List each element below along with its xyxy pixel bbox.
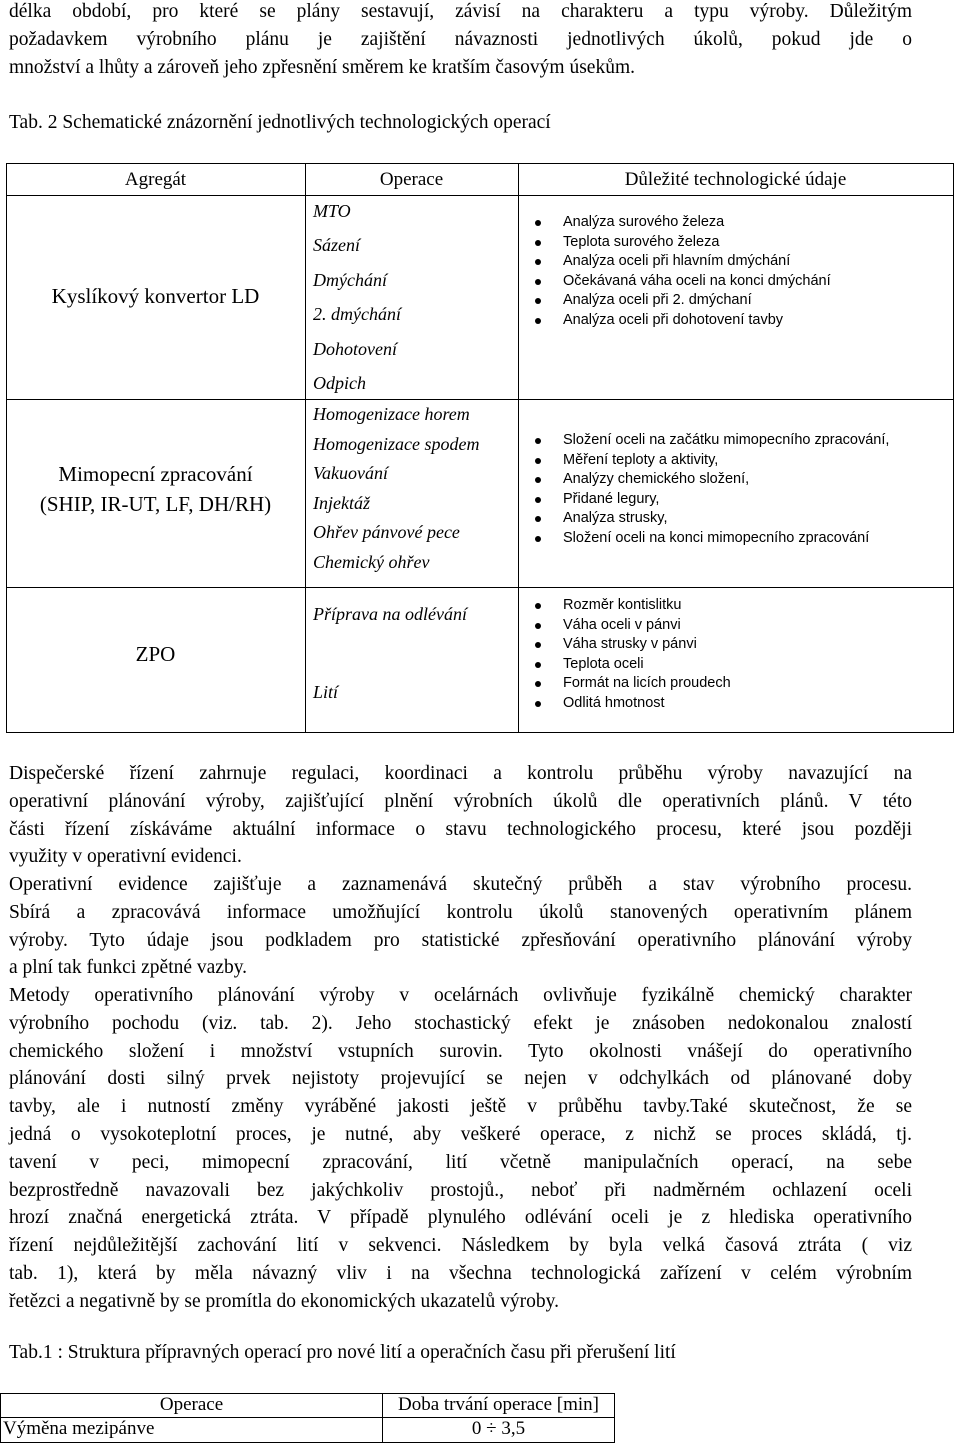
bullet-icon: [535, 497, 541, 503]
bullet-icon: [535, 477, 541, 483]
paragraph-operational-records: [9, 871, 912, 982]
aggregate-cell: [6, 639, 305, 669]
bullet-icon: [535, 642, 541, 648]
paragraph-line: hrozí značná energetická ztráta. V případě plynulého odlévání oceli je z hlediska operativního: [9, 1207, 912, 1229]
bullet-icon: [535, 536, 541, 542]
paragraph-line: bezprostředně navazovali bez jakýchkoliv prostojů., neboť při nadměrném ochlazení oceli: [9, 1179, 912, 1201]
aggregate-cell: [6, 459, 305, 519]
operation-item: 2. dmýchání: [313, 304, 401, 324]
paragraph-line: výroby. Tyto údaje jsou podkladem pro statistické zpřesňování operativního plánování výroby: [9, 929, 912, 951]
table1-row-operation: Výměna mezipánve: [0, 1417, 383, 1443]
paragraph-line: Metody operativního plánování výroby v ocelárnách ovlivňuje fyzikálně chemický charakter: [9, 985, 912, 1006]
paragraph-line: tavení v peci, mimopecní zpracování, lití včetně manipulačních operací, na sebe: [9, 1151, 912, 1173]
paragraph-line: řetězci a negativně by se promítla do ekonomických ukazatelů výroby.: [9, 1290, 559, 1312]
table1-header-duration: Doba trvání operace [min]: [382, 1393, 615, 1418]
technological-operations-table: Agregát Operace Důležité technologické údaje Kyslíkový konvertor LD MTO Sázení Dmýchání 2. dmýchání Dohotovení Odpich Analýza surového železa Teplota surového železa Analýza oceli při hlavním dmýchání Očekávaná váha oceli na konci dmýchání Analýza oceli při 2. dmýchaní Analýza oceli při dohotovení tavby Mimopecní zpracování (SHIP, IR-UT, LF, DH/RH) Homogenizace horem Homogenizace spodem Vakuování Injektáž Ohřev pánvové pece Chemický ohřev Složení oceli na začátku mimopecního zpracování, Měření teploty a aktivity, Analýzy chemického složení, Přidané legury, Analýza strusky, Složení oceli na konci mimopecního zpracování ZPO Příprava na odlévání Lití Rozměr kontislitku Váha oceli v pánvi Váha strusky v pánvi Teplota oceli Formát na licích proudech Odlitá hmotnost: [6, 163, 954, 733]
operation-item: MTO: [313, 201, 351, 221]
bullet-icon: [535, 681, 541, 687]
bullet-icon: [535, 240, 541, 246]
table1-caption: Tab.1 : Struktura přípravných operací pro nové lití a operačních času při přerušení lití: [9, 1342, 676, 1363]
paragraph-line: Sbírá a zpracovává informace umožňující kontrolu úkolů stanovených operativním plánem: [9, 901, 912, 923]
paragraph-line: jedná o vysokoteplotní proces, je nutné, aby veškeré operace, z nichž se proces skládá, tj.: [9, 1123, 912, 1145]
operation-item: Lití: [313, 682, 339, 702]
operation-item: Injektáž: [313, 493, 370, 513]
bullet-icon: [535, 318, 541, 324]
paragraph-line: tab. 1), která by měla návazný vliv i na všechna technologická zařízení v celém výrobním: [9, 1262, 912, 1284]
bullet-icon: [535, 701, 541, 707]
operation-item: Vakuování: [313, 463, 388, 483]
operation-item: Ohřev pánvové pece: [313, 522, 460, 542]
table1-row-duration: 0 ÷ 3,5: [382, 1417, 615, 1443]
bullet-icon: [535, 220, 541, 226]
operation-item: Dmýchání: [313, 270, 387, 290]
operation-item: Homogenizace horem: [313, 404, 470, 424]
operation-item: Dohotovení: [313, 339, 397, 359]
operation-item: Příprava na odlévání: [313, 604, 467, 624]
operation-item: Odpich: [313, 373, 366, 393]
intro-line: požadavkem výrobního plánu je zajištění návaznosti jednotlivých úkolů, pokud jde o: [9, 28, 912, 50]
table1-header-operation: Operace: [0, 1393, 383, 1418]
paragraph-line: tavby, ale i nutností změny vyráběné jakosti ještě v průběhu tavby.Také skutečnost, že se: [9, 1096, 912, 1118]
paragraph-line: chemického složení i množství vstupních surovin. Tyto okolnosti vnášejí do operativního: [9, 1040, 912, 1062]
bullet-icon: [535, 458, 541, 464]
aggregate-name: ZPO: [135, 642, 176, 666]
operation-item: Chemický ohřev: [313, 552, 430, 572]
intro-paragraph: [9, 0, 912, 81]
header-operation: Operace: [379, 169, 444, 190]
header-technological-data: Důležité technologické údaje: [624, 169, 847, 190]
bullet-icon: [535, 438, 541, 444]
bullet-icon: [535, 259, 541, 265]
paragraph-line: Dispečerské řízení zahrnuje regulaci, koordinaci a kontrolu průběhu výroby navazující na: [9, 763, 912, 784]
bullet-icon: [535, 279, 541, 285]
paragraph-dispatch-control: [9, 760, 912, 871]
preparation-operations-table: [0, 1393, 615, 1443]
bullet-icon: [535, 623, 541, 629]
paragraph-line: části řízení získáváme aktuální informace o stavu technologického procesu, které jsou později: [9, 818, 912, 840]
paragraph-line: Operativní evidence zajišťuje a zaznamenává skutečný průběh a stav výrobního procesu.: [9, 874, 912, 895]
intro-line: délka období, pro které se plány sestavují, závisí na charakteru a typu výroby. Důležitým: [9, 1, 912, 22]
operation-item: Sázení: [313, 235, 360, 255]
aggregate-name: (SHIP, IR-UT, LF, DH/RH): [39, 492, 272, 516]
paragraph-line: operativní plánování výroby, zajišťující plnění výrobních úkolů dle operativních plánů. V této: [9, 790, 912, 812]
intro-line: množství a lhůty a zároveň jeho zpřesnění směrem ke kratším časovým úsekům.: [9, 56, 635, 78]
aggregate-cell: [6, 281, 305, 311]
paragraph-line: využity v operativní evidenci.: [9, 846, 242, 868]
aggregate-name: Kyslíkový konvertor LD: [51, 284, 260, 308]
bullet-icon: [535, 603, 541, 609]
table2-caption: Tab. 2 Schematické znázornění jednotlivých technologických operací: [9, 112, 551, 133]
operation-item: Homogenizace spodem: [313, 434, 480, 454]
bullet-icon: [535, 662, 541, 668]
header-aggregate: Agregát: [124, 169, 187, 190]
aggregate-name: Mimopecní zpracování: [58, 462, 253, 486]
paragraph-line: výrobního pochodu (viz. tab. 2). Jeho stochastický efekt je znásoben nedokonalou znalostí: [9, 1012, 912, 1034]
paragraph-planning-methods: [9, 982, 912, 1316]
bullet-icon: [535, 298, 541, 304]
paragraph-line: plánování dosti silný prvek nejistoty projevující se nejen v odchylkách od plánované doby: [9, 1068, 912, 1090]
paragraph-line: a plní tak funkci zpětné vazby.: [9, 957, 248, 979]
paragraph-line: řízení nejdůležitější zachování lití v sekvenci. Následkem by byla velká časová ztráta ( viz: [9, 1235, 912, 1257]
bullet-icon: [535, 516, 541, 522]
